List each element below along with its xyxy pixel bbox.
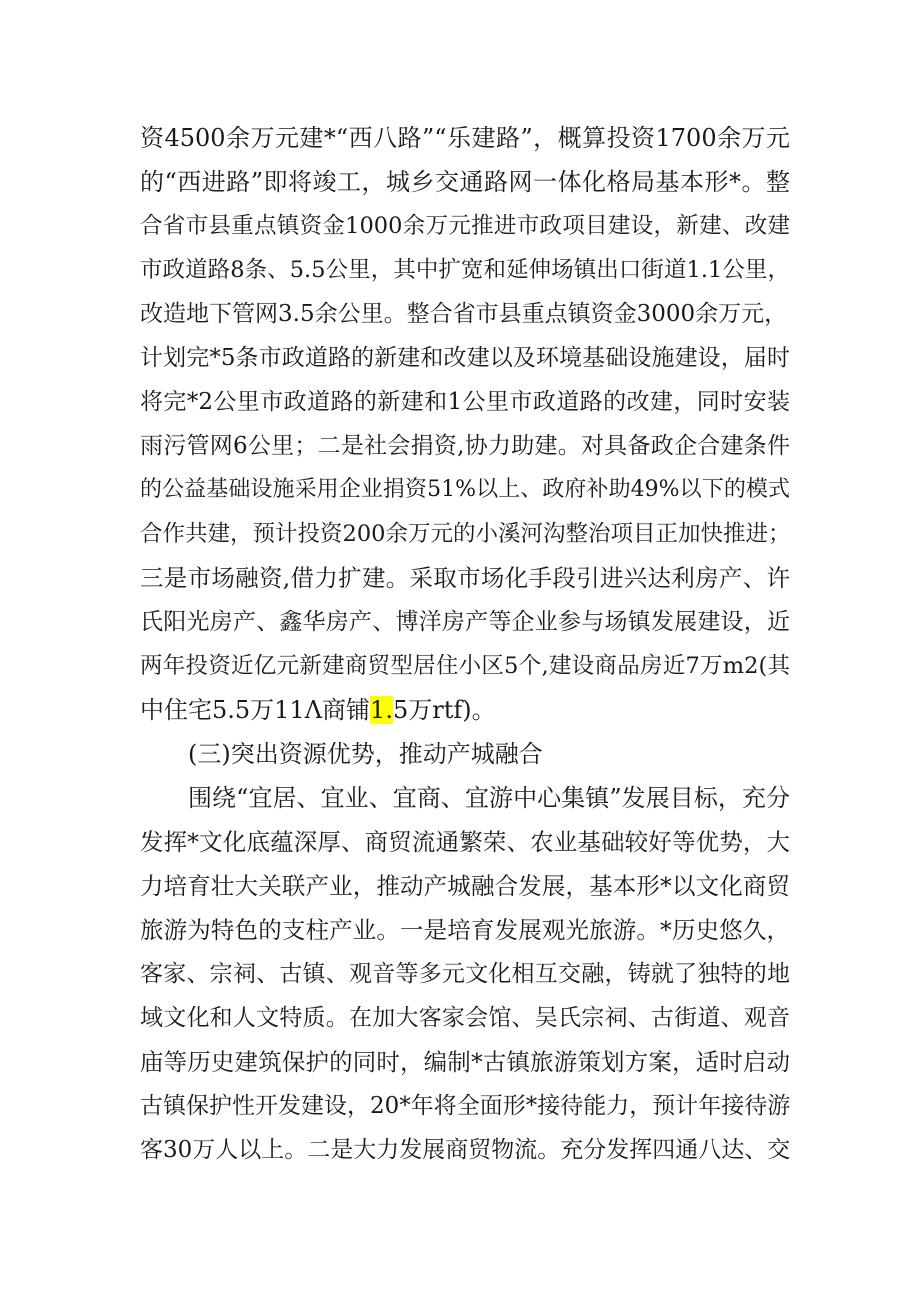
paragraph-line: 力培育壮大关联产业，推动产城融合发展，基本形*以文化商贸 bbox=[140, 872, 790, 900]
section-heading: (三)突出资源优势，推动产城融合 bbox=[188, 740, 543, 768]
paragraph-line: 三是市场融资,借力扩建。采取市场化手段引进兴达利房产、许 bbox=[140, 564, 790, 592]
paragraph-line: 雨污管网6公里；二是社会捐资,协力助建。对具备政企合建条件 bbox=[140, 433, 790, 459]
paragraph-line: 旅游为特色的支柱产业。一是培育发展观光旅游。*历史悠久， bbox=[140, 916, 790, 944]
paragraph-line: 庙等历史建筑保护的同时，编制*古镇旅游策划方案，适时启动 bbox=[140, 1048, 790, 1076]
paragraph-line: 客30万人以上。二是大力发展商贸物流。充分发挥四通八达、交 bbox=[140, 1137, 791, 1163]
paragraph-last-line bbox=[140, 690, 790, 730]
paragraph-line: 合省市县重点镇资金1000余万元推进市政项目建设，新建、改建 bbox=[140, 213, 790, 239]
paragraph-line: 两年投资近亿元新建商贸型居住小区5个,建设商品房近7万m2(其 bbox=[140, 653, 790, 679]
paragraph-line: 市政道路8条、5.5公里，其中扩宽和延伸场镇出口街道1.1公里， bbox=[140, 257, 790, 283]
paragraph-line: 氏阳光房产、鑫华房产、博洋房产等企业参与场镇发展建设，近 bbox=[140, 609, 790, 635]
paragraph-line: 客家、宗祠、古镇、观音等多元文化相互交融，铸就了独特的地 bbox=[140, 961, 790, 987]
text-before-highlight: 中住宅5.5万11Λ商铺 bbox=[140, 696, 371, 724]
paragraph-line: 改造地下管网3.5余公里。整合省市县重点镇资金3000余万元， bbox=[140, 301, 788, 327]
highlighted-text: 1. bbox=[370, 696, 393, 724]
paragraph-line: 古镇保护性开发建设，20*年将全面形*接待能力，预计年接待游 bbox=[140, 1093, 791, 1119]
paragraph-line: 资4500余万元建*“西八路”“乐建路”，概算投资1700余万元 bbox=[140, 124, 790, 152]
paragraph-line: 围绕“宜居、宜业、宜商、宜游中心集镇”发展目标，充分 bbox=[188, 784, 790, 812]
paragraph-line: 计划完*5条市政道路的新建和改建以及环境基础设施建设，届时 bbox=[140, 345, 790, 371]
paragraph-line: 将完*2公里市政道路的新建和1公里市政道路的改建，同时安装 bbox=[140, 389, 790, 415]
paragraph-line: 的“西进路”即将竣工，城乡交通路网一体化格局基本形*。整 bbox=[140, 168, 790, 196]
paragraph-line: 发挥*文化底蕴深厚、商贸流通繁荣、农业基础较好等优势，大 bbox=[140, 828, 790, 856]
text-after-highlight: 5万rtf)。 bbox=[392, 696, 496, 724]
paragraph-line: 合作共建，预计投资200余万元的小溪河沟整治项目正加快推进； bbox=[140, 521, 791, 547]
paragraph-line: 的公益基础设施采用企业捐资51%以上、政府补助49%以下的模式 bbox=[140, 477, 790, 502]
paragraph-line: 域文化和人文特质。在加大客家会馆、吴氏宗祠、古街道、观音 bbox=[140, 1005, 790, 1031]
